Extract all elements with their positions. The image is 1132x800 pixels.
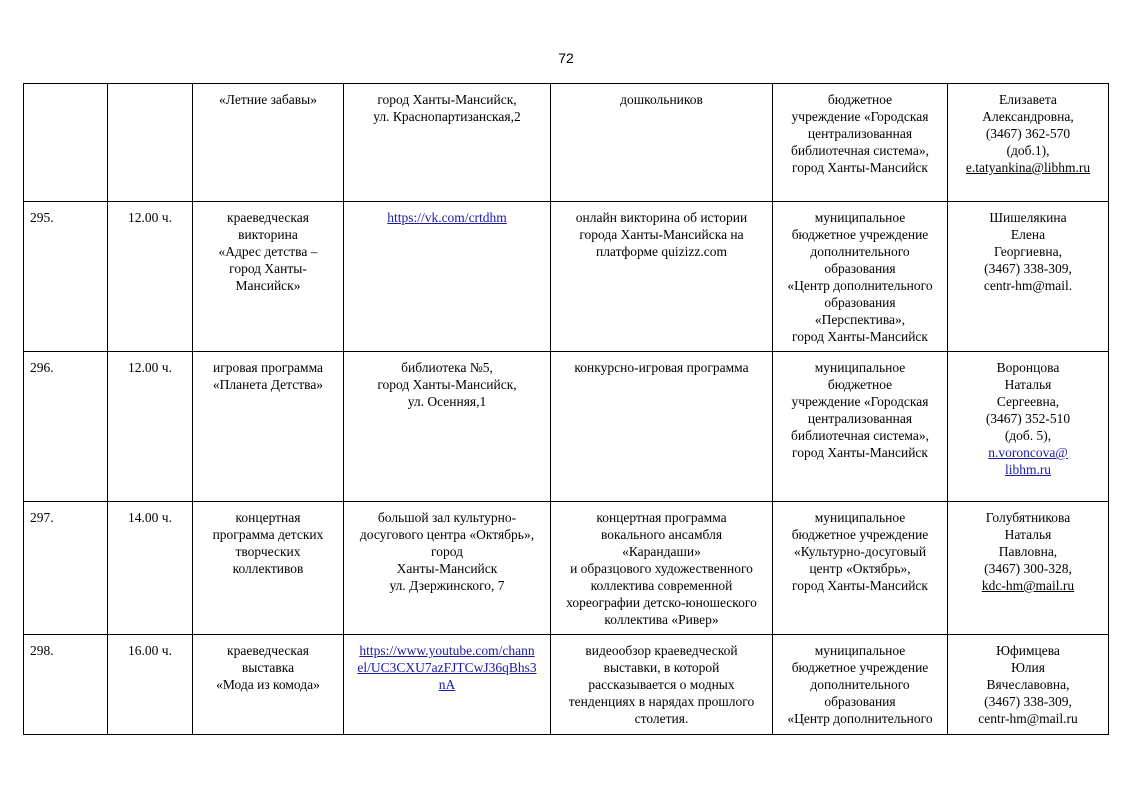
event-organizer [777, 359, 943, 461]
event-description [555, 642, 768, 727]
cell-text-line: город [431, 544, 463, 559]
event-organizer [777, 509, 943, 594]
event-time: 12.00 ч. [128, 210, 172, 225]
cell-text-line: столетия. [634, 711, 689, 726]
cell-text-line: библиотека №5, [401, 360, 493, 375]
table-row [24, 635, 1109, 735]
event-time: 14.00 ч. [128, 510, 172, 525]
cell-text-line: (доб.1), [1006, 143, 1050, 158]
time-cell [108, 352, 193, 502]
cell-text-line: Александровна, [982, 109, 1074, 124]
cell-text-line: Елена [1010, 227, 1046, 242]
cell-text-line: рассказывается о модных [588, 677, 735, 692]
row-number-cell [24, 502, 108, 635]
cell-text-line: бюджетное учреждение [791, 227, 929, 242]
place-cell [344, 352, 551, 502]
event-cell [193, 84, 344, 202]
cell-text-line: ул. Осенняя,1 [407, 394, 487, 409]
cell-text-line: (3467) 338-309, [984, 694, 1072, 709]
cell-text-line: Георгиевна, [994, 244, 1062, 259]
place-link-line[interactable]: https://www.youtube.com/chann [359, 643, 535, 658]
event-cell [193, 352, 344, 502]
place-cell [344, 635, 551, 735]
contact-email-line[interactable]: e.tatyankina@libhm.ru [965, 160, 1091, 175]
cell-text-line: «Центр дополнительного [787, 711, 933, 726]
event-time: 16.00 ч. [128, 643, 172, 658]
cell-text-line: библиотечная система», [791, 143, 929, 158]
contact-person [952, 509, 1104, 594]
cell-text-line: и образцового художественного [570, 561, 753, 576]
cell-text-line: Юфимцева [996, 643, 1060, 658]
cell-text-line: centr-hm@mail. [983, 278, 1073, 293]
cell-text-line: вокального ансамбля [600, 527, 723, 542]
cell-text-line: «Летние забавы» [219, 92, 317, 107]
cell-text-line: «Мода из комода» [216, 677, 320, 692]
event-place [348, 642, 546, 693]
time-cell [108, 502, 193, 635]
event-title [197, 509, 339, 577]
cell-text-line: ул. Краснопартизанская,2 [373, 109, 521, 124]
cell-text-line: город Ханты-Мансийск [792, 160, 928, 175]
description-cell [551, 202, 773, 352]
event-organizer [777, 642, 943, 727]
place-cell [344, 202, 551, 352]
cell-text-line: город Ханты-Мансийск [792, 578, 928, 593]
table-row [24, 352, 1109, 502]
cell-text-line: выставки, в которой [603, 660, 720, 675]
cell-text-line: (3467) 300-328, [984, 561, 1072, 576]
cell-text-line: тенденциях в нарядах прошлого [568, 694, 755, 709]
cell-text-line: досугового центра «Октябрь», [359, 527, 535, 542]
event-place [348, 509, 546, 594]
events-table [23, 83, 1109, 735]
cell-text-line: (доб. 5), [1004, 428, 1052, 443]
event-title [197, 91, 339, 108]
row-number-cell [24, 84, 108, 202]
cell-text-line: муниципальное [814, 360, 906, 375]
cell-text-line: (3467) 352-510 [985, 411, 1071, 426]
event-cell [193, 202, 344, 352]
cell-text-line: краеведческая [227, 210, 309, 225]
table-row [24, 502, 1109, 635]
row-number-cell [24, 635, 108, 735]
event-cell [193, 502, 344, 635]
cell-text-line: «Центр дополнительного [787, 278, 933, 293]
organizer-cell [773, 502, 948, 635]
place-link-line[interactable]: el/UC3CXU7azFJTCwJ36qBhs3 [357, 660, 537, 675]
event-description [555, 91, 768, 108]
cell-text-line: творческих [235, 544, 301, 559]
contact-cell [948, 635, 1109, 735]
cell-text-line: город Ханты-Мансийск, [377, 92, 517, 107]
cell-text-line: «Адрес детства – [218, 244, 318, 259]
cell-text-line: учреждение «Городская [791, 394, 929, 409]
cell-text-line: «Карандаши» [622, 544, 701, 559]
description-cell [551, 84, 773, 202]
contact-person [952, 91, 1104, 176]
cell-text-line: бюджетное учреждение [791, 660, 929, 675]
row-number: 295. [30, 210, 54, 225]
row-number-cell [24, 352, 108, 502]
cell-text-line: бюджетное учреждение [791, 527, 929, 542]
cell-text-line: большой зал культурно- [377, 510, 517, 525]
place-cell [344, 84, 551, 202]
table-body [24, 84, 1109, 735]
cell-text-line: коллектива «Ривер» [604, 612, 719, 627]
cell-text-line: центр «Октябрь», [809, 561, 911, 576]
page-number: 72 [558, 50, 574, 66]
event-place [348, 91, 546, 125]
cell-text-line: централизованная [807, 126, 913, 141]
contact-person [952, 359, 1104, 478]
organizer-cell [773, 84, 948, 202]
cell-text-line: город Ханты- [229, 261, 307, 276]
cell-text-line: муниципальное [814, 643, 906, 658]
cell-text-line: Шишелякина [989, 210, 1067, 225]
cell-text-line: centr-hm@mail.ru [978, 711, 1078, 726]
cell-text-line: игровая программа [212, 360, 324, 375]
place-link-line[interactable]: nA [438, 677, 456, 692]
cell-text-line: Вячеславовна, [986, 677, 1070, 692]
cell-text-line: «Культурно-досуговый [793, 544, 927, 559]
cell-text-line: муниципальное [814, 510, 906, 525]
organizer-cell [773, 352, 948, 502]
event-cell [193, 635, 344, 735]
table-row [24, 84, 1109, 202]
cell-text-line: Юлия [1011, 660, 1045, 675]
time-cell [108, 84, 193, 202]
time-cell [108, 635, 193, 735]
cell-text-line: дополнительного [810, 244, 910, 259]
organizer-cell [773, 202, 948, 352]
cell-text-line: онлайн викторина об истории [575, 210, 748, 225]
cell-text-line: викторина [238, 227, 298, 242]
cell-text-line: учреждение «Городская [791, 109, 929, 124]
cell-text-line: (3467) 362-570 [985, 126, 1071, 141]
event-title [197, 642, 339, 693]
event-description [555, 509, 768, 628]
cell-text-line: город Ханты-Мансийск [792, 445, 928, 460]
organizer-cell [773, 635, 948, 735]
event-organizer [777, 209, 943, 345]
event-description [555, 359, 768, 376]
event-organizer [777, 91, 943, 176]
place-cell [344, 502, 551, 635]
cell-text-line: город Ханты-Мансийск [792, 329, 928, 344]
row-number-cell [24, 202, 108, 352]
table-row [24, 202, 1109, 352]
cell-text-line: дошкольников [620, 92, 703, 107]
cell-text-line: город Ханты-Мансийск, [377, 377, 517, 392]
cell-text-line: города Ханты-Мансийска на [579, 227, 744, 242]
cell-text-line: хореографии детско-юношеского [566, 595, 757, 610]
description-cell [551, 502, 773, 635]
time-cell [108, 202, 193, 352]
cell-text-line: концертная [235, 510, 301, 525]
contact-person [952, 209, 1104, 294]
cell-text-line: Наталья [1004, 527, 1052, 542]
cell-text-line: муниципальное [814, 210, 906, 225]
cell-text-line: дополнительного [810, 677, 910, 692]
contact-cell [948, 352, 1109, 502]
event-description [555, 209, 768, 260]
cell-text-line: платформе quizizz.com [595, 244, 728, 259]
contact-email-line[interactable]: libhm.ru [1004, 462, 1052, 477]
row-number: 297. [30, 510, 54, 525]
event-place [348, 359, 546, 410]
cell-text-line: Елизавета [999, 92, 1057, 107]
cell-text-line: Павловна, [998, 544, 1058, 559]
cell-text-line: программа детских [212, 527, 324, 542]
cell-text-line: коллективов [232, 561, 304, 576]
place-link-line[interactable]: https://vk.com/crtdhm [387, 210, 507, 225]
cell-text-line: «Планета Детства» [212, 377, 324, 392]
cell-text-line: концертная программа [596, 510, 727, 525]
event-place [348, 209, 546, 226]
cell-text-line: «Перспектива», [814, 312, 906, 327]
cell-text-line: коллектива современной [590, 578, 733, 593]
cell-text-line: Мансийск» [235, 278, 301, 293]
contact-cell [948, 84, 1109, 202]
cell-text-line: образования [824, 261, 896, 276]
contact-email-line[interactable]: n.voroncova@ [988, 445, 1068, 460]
event-time: 12.00 ч. [128, 360, 172, 375]
cell-text-line: бюджетное [827, 377, 893, 392]
event-title [197, 209, 339, 294]
contact-cell [948, 502, 1109, 635]
cell-text-line: ул. Дзержинского, 7 [389, 578, 505, 593]
cell-text-line: Голубятникова [985, 510, 1071, 525]
contact-person [952, 642, 1104, 727]
cell-text-line: Воронцова [996, 360, 1060, 375]
cell-text-line: Сергеевна, [996, 394, 1060, 409]
cell-text-line: выставка [241, 660, 295, 675]
contact-cell [948, 202, 1109, 352]
cell-text-line: библиотечная система», [791, 428, 929, 443]
description-cell [551, 352, 773, 502]
cell-text-line: Наталья [1004, 377, 1052, 392]
cell-text-line: централизованная [807, 411, 913, 426]
cell-text-line: бюджетное [827, 92, 893, 107]
description-cell [551, 635, 773, 735]
cell-text-line: (3467) 338-309, [984, 261, 1072, 276]
cell-text-line: видеообзор краеведческой [585, 643, 738, 658]
cell-text-line: образования [824, 295, 896, 310]
contact-email-line[interactable]: kdc-hm@mail.ru [981, 578, 1075, 593]
row-number: 296. [30, 360, 54, 375]
cell-text-line: конкурсно-игровая программа [574, 360, 749, 375]
cell-text-line: образования [824, 694, 896, 709]
cell-text-line: краеведческая [227, 643, 309, 658]
row-number: 298. [30, 643, 54, 658]
event-title [197, 359, 339, 393]
cell-text-line: Ханты-Мансийск [396, 561, 498, 576]
